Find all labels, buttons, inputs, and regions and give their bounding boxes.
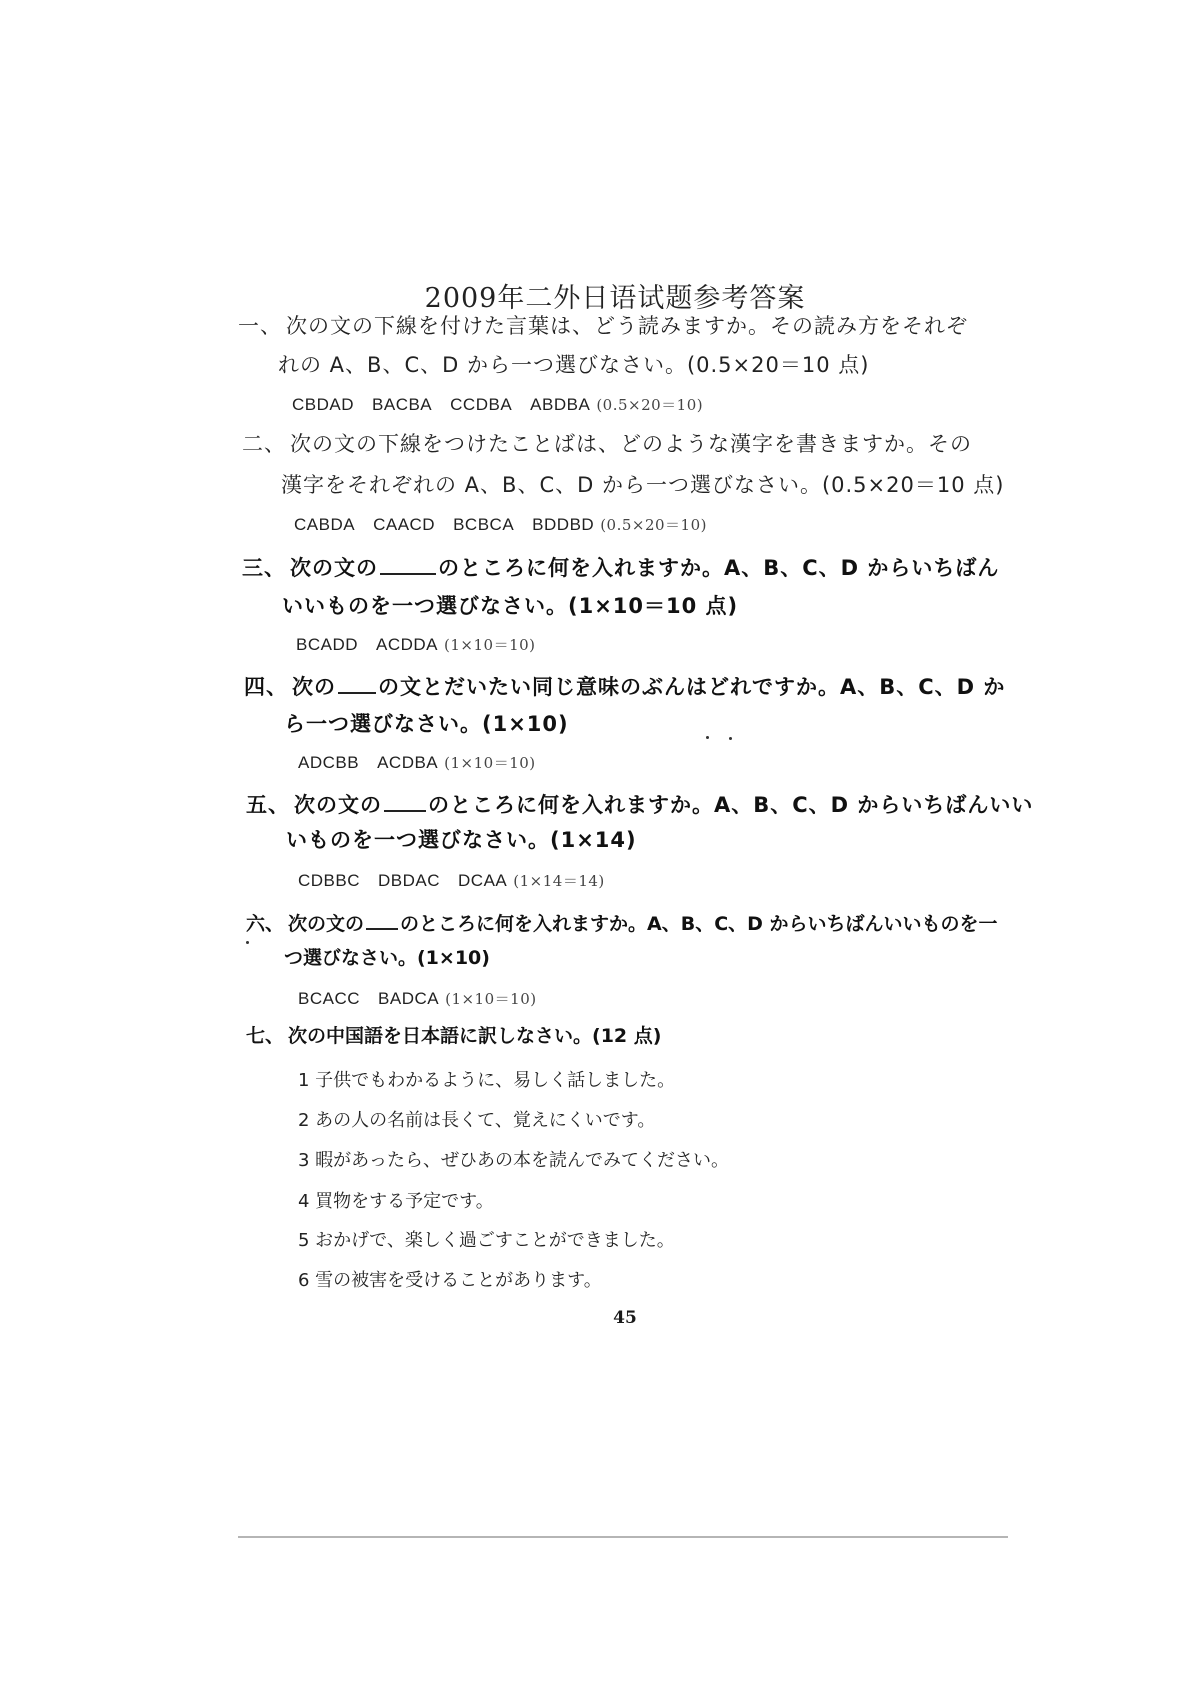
section-7-number: 七、 (246, 1025, 285, 1047)
answer-group: CCDBA (450, 395, 513, 414)
score-note: (0.5×20＝10) (600, 516, 707, 534)
section-4-number: 四、 (244, 675, 288, 699)
scan-speck (706, 736, 709, 739)
section-2-number: 二、 (242, 432, 286, 456)
translation-item: 6 雪の被害を受けることがあります。 (298, 1270, 602, 1291)
section-5-answers (298, 870, 605, 891)
blank-line (380, 555, 436, 575)
blank-line (338, 674, 376, 694)
section-2-text-1: 次の文の下線をつけたことばは、どのような漢字を書きますか。その (290, 432, 972, 456)
section-7-text-1: 次の中国語を日本語に訳しなさい。(12 点) (288, 1025, 662, 1047)
section-7-line-1 (246, 1027, 661, 1046)
section-1-answers (292, 394, 703, 415)
answer-group: ACDDA (376, 635, 439, 654)
section-3-line-2: いいものを一つ選びなさい。(1×10＝10 点) (282, 594, 739, 618)
answer-group: BCACC (298, 989, 361, 1008)
section-5-line-1 (246, 792, 1033, 816)
answer-group: DBDAC (378, 871, 441, 890)
score-note: (1×14＝14) (513, 872, 605, 890)
translation-item: 5 おかげで、楽しく過ごすことができました。 (298, 1230, 675, 1251)
answer-group: BADCA (378, 989, 440, 1008)
answer-group: BDDBD (532, 515, 595, 534)
answer-group: CAACD (373, 515, 436, 534)
section-4-text-1a: 次の (292, 675, 336, 699)
section-6-line-1 (246, 910, 998, 934)
section-3-number: 三、 (242, 556, 286, 580)
section-5-text-1b: のところに何を入れますか。A、B、C、D からいちばんいい (428, 793, 1034, 817)
bottom-divider (238, 1536, 1008, 1538)
translation-item: 3 暇があったら、ぜひあの本を読んでみてください。 (298, 1150, 729, 1171)
answer-group: CBDAD (292, 395, 355, 414)
answer-group: BACBA (372, 395, 433, 414)
answer-group: ADCBB (298, 753, 360, 772)
section-3-text-1b: のところに何を入れますか。A、B、C、D からいちばん (438, 556, 1000, 580)
score-note: (1×10＝10) (445, 990, 537, 1008)
answer-group: DCAA (458, 871, 508, 890)
section-1-line-2: れの A、B、C、D から一つ選びなさい。(0.5×20＝10 点) (278, 353, 870, 377)
answer-group: CDBBC (298, 871, 361, 890)
section-3-text-1a: 次の文の (290, 556, 378, 580)
answer-group: BCADD (296, 635, 359, 654)
section-4-text-1b: の文とだいたい同じ意味のぶんはどれですか。A、B、C、D か (378, 675, 1006, 699)
blank-line (384, 792, 426, 812)
section-3-answers (296, 634, 536, 655)
section-5-text-1a: 次の文の (294, 793, 382, 817)
section-3-line-1 (242, 555, 999, 579)
translation-item: 2 あの人の名前は長くて、覚えにくいです。 (298, 1110, 656, 1131)
answer-group: CABDA (294, 515, 356, 534)
answer-group: ACDBA (377, 753, 439, 772)
score-note: (0.5×20＝10) (596, 396, 704, 414)
section-6-text-1a: 次の文の (288, 913, 365, 935)
section-2-line-2: 漢字をそれぞれの A、B、C、D から一つ選びなさい。(0.5×20＝10 点) (281, 473, 1005, 497)
page-title: 2009年二外日语试题参考答案 (424, 283, 806, 314)
section-1-text-1: 次の文の下線を付けた言葉は、どう読みますか。その読み方をそれぞ (286, 314, 968, 338)
page-number: 45 (613, 1308, 637, 1328)
section-2-answers (294, 514, 707, 535)
section-2-line-1 (242, 434, 972, 455)
section-4-line-1 (244, 674, 1005, 698)
section-6-answers (298, 988, 537, 1009)
translation-item: 1 子供でもわかるように、易しく話しました。 (298, 1070, 676, 1091)
section-4-line-2: ら一つ選びなさい。(1×10) (284, 712, 569, 736)
section-6-line-2: つ選びなさい。(1×10) (284, 947, 490, 969)
answer-group: BCBCA (453, 515, 515, 534)
answer-group: ABDBA (530, 395, 591, 414)
section-1-number: 一、 (238, 314, 282, 338)
section-5-number: 五、 (246, 793, 290, 817)
section-4-answers (298, 752, 536, 773)
translation-item: 4 買物をする予定です。 (298, 1191, 494, 1212)
scan-speck (246, 941, 249, 944)
score-note: (1×10＝10) (444, 754, 536, 772)
section-5-line-2: いものを一つ選びなさい。(1×14) (286, 828, 637, 852)
blank-line (366, 910, 398, 930)
section-1-line-1 (238, 316, 968, 337)
score-note: (1×10＝10) (444, 636, 536, 654)
section-6-text-1b: のところに何を入れますか。A、B、C、D からいちばんいいものを一 (400, 913, 998, 935)
scan-speck (729, 737, 732, 740)
section-6-number: 六、 (246, 913, 285, 935)
